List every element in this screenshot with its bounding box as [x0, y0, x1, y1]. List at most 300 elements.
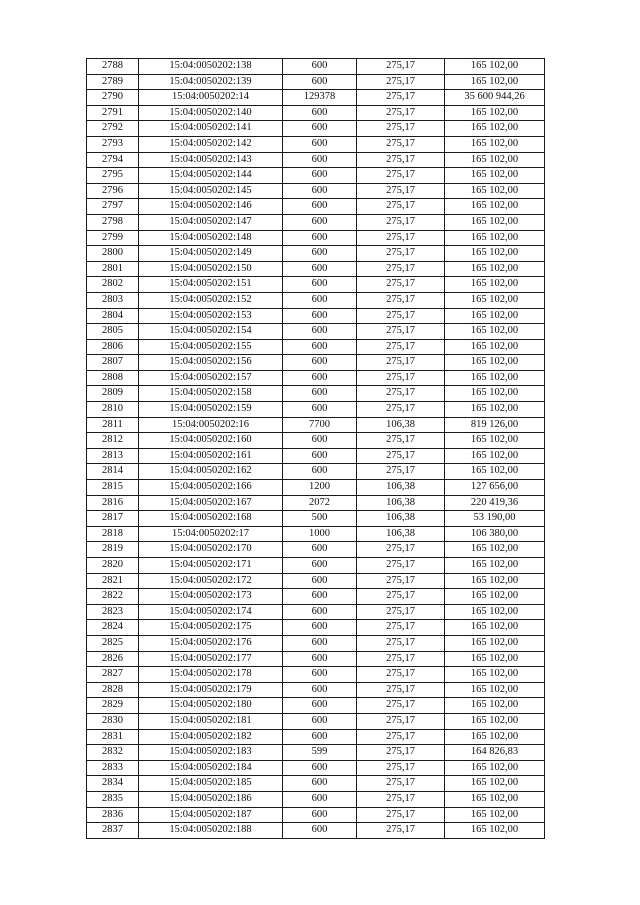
row-number-cell: 2835: [87, 791, 139, 807]
cadastral-value-cell: 220 419,36: [445, 495, 545, 511]
table-row: [87, 776, 545, 792]
table-row: [87, 59, 545, 75]
cadastral-value-cell: 165 102,00: [445, 136, 545, 152]
cadastral-number-cell: 15:04:0050202:153: [139, 308, 283, 324]
area-cell: 600: [283, 542, 357, 558]
unit-value-cell: 275,17: [357, 199, 445, 215]
cadastral-number-cell: 15:04:0050202:178: [139, 667, 283, 683]
row-number-cell: 2798: [87, 214, 139, 230]
area-cell: 600: [283, 823, 357, 839]
unit-value-cell: 275,17: [357, 59, 445, 75]
row-number-cell: 2830: [87, 713, 139, 729]
area-cell: 600: [283, 558, 357, 574]
row-number-cell: 2800: [87, 246, 139, 262]
area-cell: 1200: [283, 480, 357, 496]
unit-value-cell: 275,17: [357, 214, 445, 230]
cadastral-value-cell: 165 102,00: [445, 324, 545, 340]
cadastral-value-cell: 165 102,00: [445, 74, 545, 90]
cadastral-number-cell: 15:04:0050202:182: [139, 729, 283, 745]
table-row: [87, 433, 545, 449]
cadastral-value-cell: 165 102,00: [445, 199, 545, 215]
table-row: [87, 199, 545, 215]
area-cell: 600: [283, 168, 357, 184]
unit-value-cell: 275,17: [357, 230, 445, 246]
cadastral-number-cell: 15:04:0050202:156: [139, 355, 283, 371]
area-cell: 599: [283, 745, 357, 761]
cadastral-number-cell: 15:04:0050202:185: [139, 776, 283, 792]
row-number-cell: 2836: [87, 807, 139, 823]
table-row: [87, 105, 545, 121]
unit-value-cell: 275,17: [357, 355, 445, 371]
table-row: [87, 292, 545, 308]
cadastral-number-cell: 15:04:0050202:167: [139, 495, 283, 511]
table-row: [87, 417, 545, 433]
cadastral-value-cell: 165 102,00: [445, 183, 545, 199]
cadastral-value-cell: 165 102,00: [445, 682, 545, 698]
area-cell: 600: [283, 776, 357, 792]
cadastral-number-cell: 15:04:0050202:166: [139, 480, 283, 496]
cadastral-value-cell: 165 102,00: [445, 214, 545, 230]
cadastral-number-cell: 15:04:0050202:139: [139, 74, 283, 90]
cadastral-number-cell: 15:04:0050202:150: [139, 261, 283, 277]
unit-value-cell: 275,17: [357, 667, 445, 683]
unit-value-cell: 275,17: [357, 292, 445, 308]
unit-value-cell: 275,17: [357, 589, 445, 605]
cadastral-value-table: [86, 58, 545, 839]
cadastral-number-cell: 15:04:0050202:151: [139, 277, 283, 293]
row-number-cell: 2824: [87, 620, 139, 636]
unit-value-cell: 275,17: [357, 246, 445, 262]
table-row: [87, 604, 545, 620]
cadastral-number-cell: 15:04:0050202:157: [139, 370, 283, 386]
cadastral-number-cell: 15:04:0050202:159: [139, 402, 283, 418]
table-row: [87, 635, 545, 651]
unit-value-cell: 275,17: [357, 620, 445, 636]
unit-value-cell: 275,17: [357, 136, 445, 152]
table-row: [87, 214, 545, 230]
cadastral-value-cell: 165 102,00: [445, 573, 545, 589]
table-row: [87, 480, 545, 496]
unit-value-cell: 106,38: [357, 511, 445, 527]
row-number-cell: 2789: [87, 74, 139, 90]
row-number-cell: 2828: [87, 682, 139, 698]
table-row: [87, 230, 545, 246]
cadastral-value-cell: 127 656,00: [445, 480, 545, 496]
area-cell: 600: [283, 308, 357, 324]
cadastral-value-cell: 165 102,00: [445, 713, 545, 729]
area-cell: 600: [283, 183, 357, 199]
area-cell: 600: [283, 698, 357, 714]
cadastral-number-cell: 15:04:0050202:17: [139, 526, 283, 542]
row-number-cell: 2822: [87, 589, 139, 605]
row-number-cell: 2827: [87, 667, 139, 683]
row-number-cell: 2820: [87, 558, 139, 574]
table-row: [87, 370, 545, 386]
area-cell: 600: [283, 59, 357, 75]
table-row: [87, 402, 545, 418]
unit-value-cell: 106,38: [357, 417, 445, 433]
cadastral-number-cell: 15:04:0050202:158: [139, 386, 283, 402]
unit-value-cell: 106,38: [357, 526, 445, 542]
row-number-cell: 2831: [87, 729, 139, 745]
table-row: [87, 573, 545, 589]
cadastral-value-cell: 165 102,00: [445, 277, 545, 293]
table-row: [87, 713, 545, 729]
cadastral-value-cell: 165 102,00: [445, 776, 545, 792]
cadastral-number-cell: 15:04:0050202:175: [139, 620, 283, 636]
area-cell: 2072: [283, 495, 357, 511]
table-row: [87, 183, 545, 199]
area-cell: 600: [283, 292, 357, 308]
cadastral-value-cell: 165 102,00: [445, 589, 545, 605]
row-number-cell: 2814: [87, 464, 139, 480]
area-cell: 600: [283, 667, 357, 683]
row-number-cell: 2791: [87, 105, 139, 121]
cadastral-value-cell: 165 102,00: [445, 121, 545, 137]
unit-value-cell: 275,17: [357, 433, 445, 449]
cadastral-value-cell: 165 102,00: [445, 698, 545, 714]
cadastral-value-cell: 165 102,00: [445, 308, 545, 324]
table-row: [87, 495, 545, 511]
cadastral-number-cell: 15:04:0050202:16: [139, 417, 283, 433]
cadastral-number-cell: 15:04:0050202:141: [139, 121, 283, 137]
area-cell: 600: [283, 105, 357, 121]
cadastral-number-cell: 15:04:0050202:14: [139, 90, 283, 106]
cadastral-number-cell: 15:04:0050202:152: [139, 292, 283, 308]
table-row: [87, 168, 545, 184]
area-cell: 600: [283, 370, 357, 386]
table-row: [87, 760, 545, 776]
area-cell: 600: [283, 604, 357, 620]
unit-value-cell: 275,17: [357, 183, 445, 199]
unit-value-cell: 275,17: [357, 74, 445, 90]
table-row: [87, 558, 545, 574]
table-row: [87, 246, 545, 262]
unit-value-cell: 275,17: [357, 573, 445, 589]
table-row: [87, 682, 545, 698]
row-number-cell: 2806: [87, 339, 139, 355]
row-number-cell: 2823: [87, 604, 139, 620]
cadastral-value-cell: 165 102,00: [445, 604, 545, 620]
table-row: [87, 121, 545, 137]
row-number-cell: 2811: [87, 417, 139, 433]
cadastral-value-cell: 165 102,00: [445, 152, 545, 168]
table-row: [87, 136, 545, 152]
unit-value-cell: 275,17: [357, 823, 445, 839]
unit-value-cell: 275,17: [357, 152, 445, 168]
row-number-cell: 2832: [87, 745, 139, 761]
unit-value-cell: 275,17: [357, 791, 445, 807]
area-cell: 600: [283, 246, 357, 262]
unit-value-cell: 275,17: [357, 90, 445, 106]
unit-value-cell: 275,17: [357, 464, 445, 480]
row-number-cell: 2833: [87, 760, 139, 776]
unit-value-cell: 275,17: [357, 745, 445, 761]
cadastral-value-cell: 165 102,00: [445, 386, 545, 402]
area-cell: 600: [283, 402, 357, 418]
unit-value-cell: 275,17: [357, 651, 445, 667]
area-cell: 600: [283, 433, 357, 449]
cadastral-number-cell: 15:04:0050202:149: [139, 246, 283, 262]
table-row: [87, 277, 545, 293]
row-number-cell: 2792: [87, 121, 139, 137]
area-cell: 129378: [283, 90, 357, 106]
cadastral-value-cell: 165 102,00: [445, 651, 545, 667]
row-number-cell: 2807: [87, 355, 139, 371]
cadastral-number-cell: 15:04:0050202:180: [139, 698, 283, 714]
unit-value-cell: 106,38: [357, 495, 445, 511]
unit-value-cell: 275,17: [357, 604, 445, 620]
cadastral-number-cell: 15:04:0050202:161: [139, 448, 283, 464]
row-number-cell: 2788: [87, 59, 139, 75]
cadastral-value-cell: 35 600 944,26: [445, 90, 545, 106]
table-row: [87, 308, 545, 324]
unit-value-cell: 275,17: [357, 261, 445, 277]
row-number-cell: 2821: [87, 573, 139, 589]
cadastral-value-cell: 165 102,00: [445, 59, 545, 75]
unit-value-cell: 275,17: [357, 542, 445, 558]
area-cell: 600: [283, 589, 357, 605]
area-cell: 600: [283, 386, 357, 402]
area-cell: 500: [283, 511, 357, 527]
cadastral-number-cell: 15:04:0050202:172: [139, 573, 283, 589]
cadastral-number-cell: 15:04:0050202:183: [139, 745, 283, 761]
row-number-cell: 2794: [87, 152, 139, 168]
area-cell: 600: [283, 152, 357, 168]
row-number-cell: 2796: [87, 183, 139, 199]
unit-value-cell: 275,17: [357, 370, 445, 386]
area-cell: 600: [283, 573, 357, 589]
area-cell: 600: [283, 230, 357, 246]
cadastral-value-cell: 165 102,00: [445, 635, 545, 651]
unit-value-cell: 275,17: [357, 402, 445, 418]
cadastral-value-cell: 165 102,00: [445, 760, 545, 776]
row-number-cell: 2825: [87, 635, 139, 651]
area-cell: 600: [283, 136, 357, 152]
row-number-cell: 2813: [87, 448, 139, 464]
cadastral-value-cell: 165 102,00: [445, 230, 545, 246]
table-row: [87, 651, 545, 667]
cadastral-value-cell: 165 102,00: [445, 807, 545, 823]
unit-value-cell: 275,17: [357, 168, 445, 184]
cadastral-value-cell: 165 102,00: [445, 168, 545, 184]
cadastral-number-cell: 15:04:0050202:146: [139, 199, 283, 215]
cadastral-value-cell: 164 826,83: [445, 745, 545, 761]
area-cell: 600: [283, 729, 357, 745]
cadastral-value-cell: 165 102,00: [445, 292, 545, 308]
row-number-cell: 2795: [87, 168, 139, 184]
unit-value-cell: 275,17: [357, 760, 445, 776]
cadastral-number-cell: 15:04:0050202:148: [139, 230, 283, 246]
table-row: [87, 511, 545, 527]
unit-value-cell: 275,17: [357, 277, 445, 293]
area-cell: 600: [283, 261, 357, 277]
cadastral-value-cell: 165 102,00: [445, 433, 545, 449]
cadastral-number-cell: 15:04:0050202:145: [139, 183, 283, 199]
cadastral-number-cell: 15:04:0050202:147: [139, 214, 283, 230]
row-number-cell: 2817: [87, 511, 139, 527]
cadastral-value-cell: 165 102,00: [445, 261, 545, 277]
row-number-cell: 2804: [87, 308, 139, 324]
unit-value-cell: 275,17: [357, 776, 445, 792]
cadastral-number-cell: 15:04:0050202:174: [139, 604, 283, 620]
cadastral-value-cell: 165 102,00: [445, 729, 545, 745]
cadastral-value-cell: 165 102,00: [445, 448, 545, 464]
cadastral-value-cell: 165 102,00: [445, 105, 545, 121]
table-row: [87, 729, 545, 745]
cadastral-value-cell: 165 102,00: [445, 791, 545, 807]
area-cell: 600: [283, 355, 357, 371]
area-cell: 600: [283, 807, 357, 823]
cadastral-number-cell: 15:04:0050202:176: [139, 635, 283, 651]
area-cell: 600: [283, 277, 357, 293]
area-cell: 600: [283, 448, 357, 464]
unit-value-cell: 275,17: [357, 105, 445, 121]
cadastral-number-cell: 15:04:0050202:184: [139, 760, 283, 776]
table-row: [87, 355, 545, 371]
table-row: [87, 324, 545, 340]
area-cell: 600: [283, 121, 357, 137]
area-cell: 600: [283, 682, 357, 698]
cadastral-number-cell: 15:04:0050202:173: [139, 589, 283, 605]
cadastral-value-cell: 165 102,00: [445, 667, 545, 683]
table-row: [87, 261, 545, 277]
unit-value-cell: 275,17: [357, 635, 445, 651]
row-number-cell: 2809: [87, 386, 139, 402]
cadastral-number-cell: 15:04:0050202:155: [139, 339, 283, 355]
cadastral-number-cell: 15:04:0050202:144: [139, 168, 283, 184]
unit-value-cell: 275,17: [357, 729, 445, 745]
row-number-cell: 2801: [87, 261, 139, 277]
table-row: [87, 698, 545, 714]
row-number-cell: 2790: [87, 90, 139, 106]
cadastral-number-cell: 15:04:0050202:154: [139, 324, 283, 340]
row-number-cell: 2818: [87, 526, 139, 542]
table-row: [87, 620, 545, 636]
row-number-cell: 2815: [87, 480, 139, 496]
row-number-cell: 2805: [87, 324, 139, 340]
table-row: [87, 464, 545, 480]
row-number-cell: 2819: [87, 542, 139, 558]
cadastral-number-cell: 15:04:0050202:181: [139, 713, 283, 729]
area-cell: 600: [283, 74, 357, 90]
table-body: [87, 59, 545, 839]
cadastral-number-cell: 15:04:0050202:168: [139, 511, 283, 527]
cadastral-number-cell: 15:04:0050202:179: [139, 682, 283, 698]
cadastral-number-cell: 15:04:0050202:162: [139, 464, 283, 480]
cadastral-number-cell: 15:04:0050202:143: [139, 152, 283, 168]
cadastral-number-cell: 15:04:0050202:138: [139, 59, 283, 75]
cadastral-value-cell: 165 102,00: [445, 558, 545, 574]
area-cell: 600: [283, 713, 357, 729]
row-number-cell: 2812: [87, 433, 139, 449]
row-number-cell: 2799: [87, 230, 139, 246]
cadastral-value-cell: 165 102,00: [445, 464, 545, 480]
row-number-cell: 2793: [87, 136, 139, 152]
cadastral-value-cell: 53 190,00: [445, 511, 545, 527]
unit-value-cell: 275,17: [357, 121, 445, 137]
table-row: [87, 74, 545, 90]
area-cell: 600: [283, 199, 357, 215]
unit-value-cell: 106,38: [357, 480, 445, 496]
unit-value-cell: 275,17: [357, 807, 445, 823]
cadastral-value-cell: 106 380,00: [445, 526, 545, 542]
area-cell: 7700: [283, 417, 357, 433]
cadastral-value-cell: 165 102,00: [445, 370, 545, 386]
row-number-cell: 2810: [87, 402, 139, 418]
table-row: [87, 526, 545, 542]
cadastral-value-cell: 165 102,00: [445, 355, 545, 371]
row-number-cell: 2816: [87, 495, 139, 511]
cadastral-number-cell: 15:04:0050202:142: [139, 136, 283, 152]
unit-value-cell: 275,17: [357, 308, 445, 324]
cadastral-number-cell: 15:04:0050202:177: [139, 651, 283, 667]
area-cell: 600: [283, 620, 357, 636]
unit-value-cell: 275,17: [357, 713, 445, 729]
area-cell: 600: [283, 324, 357, 340]
table-row: [87, 807, 545, 823]
unit-value-cell: 275,17: [357, 386, 445, 402]
cadastral-value-cell: 165 102,00: [445, 823, 545, 839]
area-cell: 1000: [283, 526, 357, 542]
area-cell: 600: [283, 651, 357, 667]
cadastral-value-cell: 165 102,00: [445, 542, 545, 558]
cadastral-number-cell: 15:04:0050202:160: [139, 433, 283, 449]
unit-value-cell: 275,17: [357, 324, 445, 340]
cadastral-value-cell: 165 102,00: [445, 402, 545, 418]
area-cell: 600: [283, 214, 357, 230]
unit-value-cell: 275,17: [357, 448, 445, 464]
table-row: [87, 90, 545, 106]
unit-value-cell: 275,17: [357, 682, 445, 698]
table-row: [87, 791, 545, 807]
row-number-cell: 2837: [87, 823, 139, 839]
unit-value-cell: 275,17: [357, 339, 445, 355]
cadastral-value-cell: 819 126,00: [445, 417, 545, 433]
cadastral-number-cell: 15:04:0050202:188: [139, 823, 283, 839]
unit-value-cell: 275,17: [357, 558, 445, 574]
table-row: [87, 745, 545, 761]
table-row: [87, 152, 545, 168]
table-row: [87, 667, 545, 683]
table-row: [87, 448, 545, 464]
cadastral-value-cell: 165 102,00: [445, 339, 545, 355]
cadastral-value-cell: 165 102,00: [445, 620, 545, 636]
row-number-cell: 2797: [87, 199, 139, 215]
row-number-cell: 2834: [87, 776, 139, 792]
area-cell: 600: [283, 464, 357, 480]
row-number-cell: 2826: [87, 651, 139, 667]
cadastral-number-cell: 15:04:0050202:186: [139, 791, 283, 807]
row-number-cell: 2802: [87, 277, 139, 293]
cadastral-number-cell: 15:04:0050202:171: [139, 558, 283, 574]
cadastral-value-cell: 165 102,00: [445, 246, 545, 262]
cadastral-number-cell: 15:04:0050202:140: [139, 105, 283, 121]
row-number-cell: 2803: [87, 292, 139, 308]
table-row: [87, 823, 545, 839]
cadastral-number-cell: 15:04:0050202:170: [139, 542, 283, 558]
table-row: [87, 542, 545, 558]
table-row: [87, 339, 545, 355]
area-cell: 600: [283, 339, 357, 355]
unit-value-cell: 275,17: [357, 698, 445, 714]
area-cell: 600: [283, 635, 357, 651]
cadastral-number-cell: 15:04:0050202:187: [139, 807, 283, 823]
area-cell: 600: [283, 791, 357, 807]
table-row: [87, 589, 545, 605]
row-number-cell: 2829: [87, 698, 139, 714]
area-cell: 600: [283, 760, 357, 776]
